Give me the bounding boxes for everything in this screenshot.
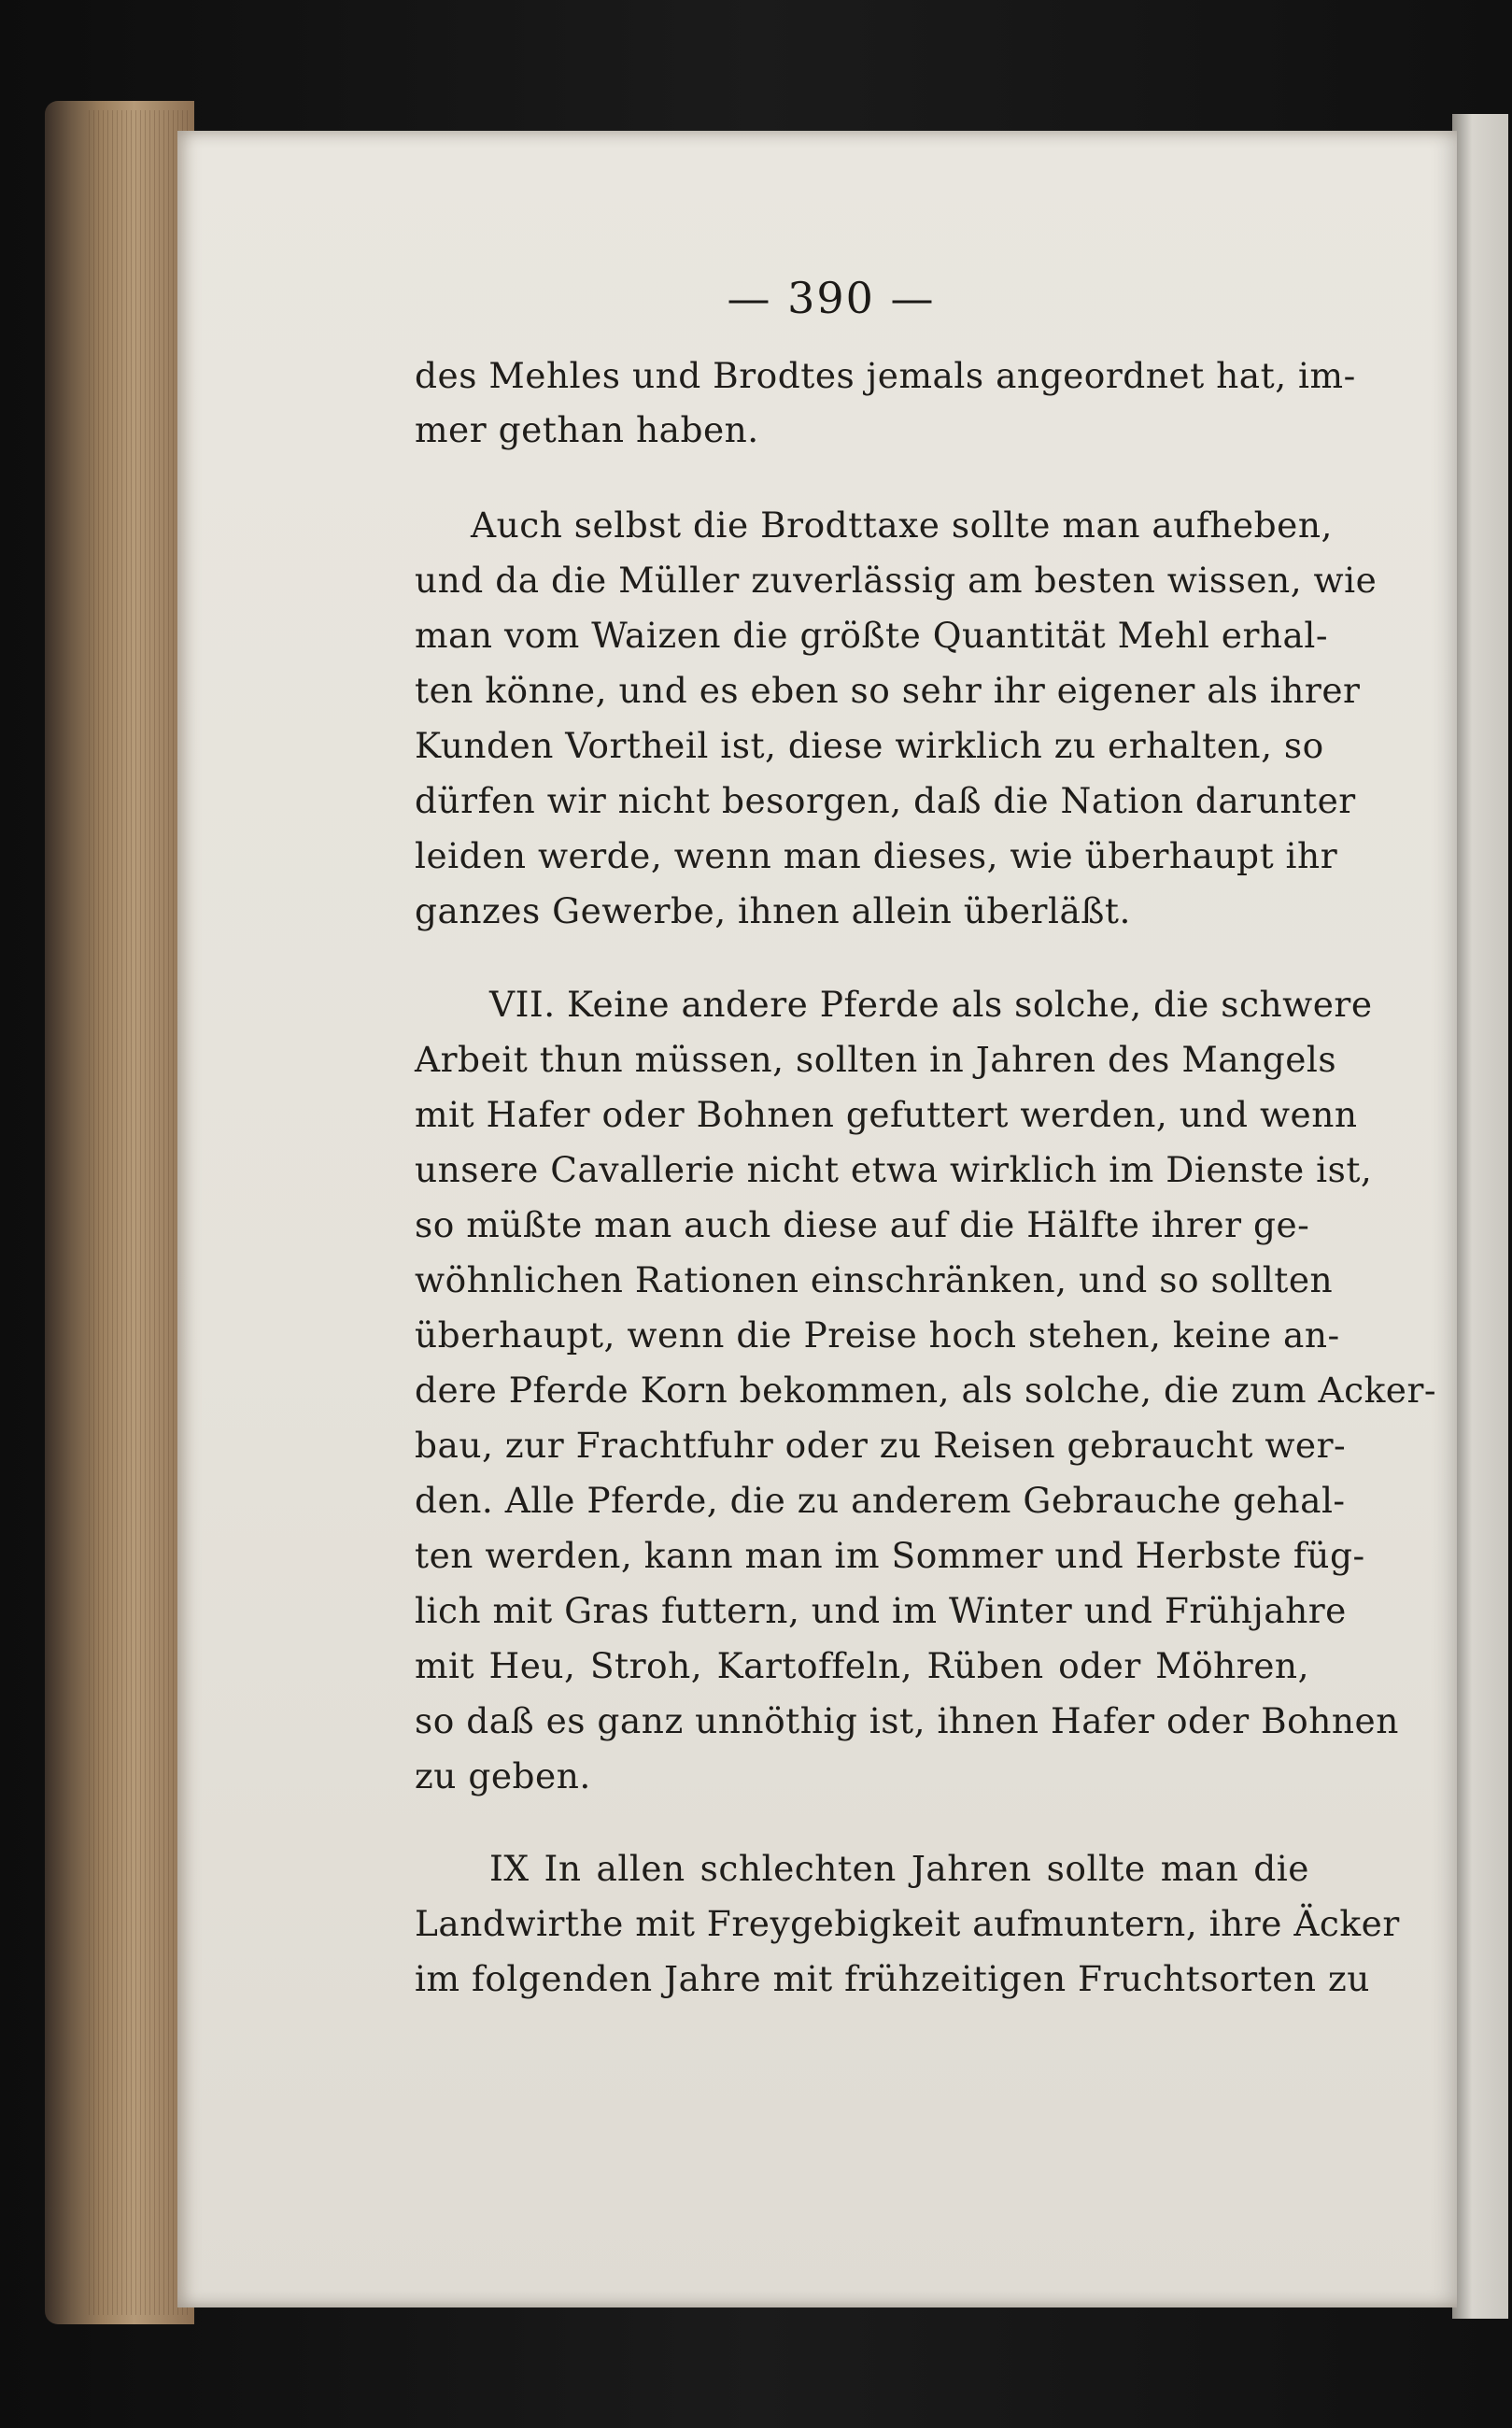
text-line: bau, zur Frachtfuhr oder zu Reisen gebraucht wer- xyxy=(415,1425,1347,1466)
page-text xyxy=(415,348,1437,2029)
text-line: man vom Waizen die größte Quantität Mehl erhal- xyxy=(415,615,1329,656)
text-line: mer gethan haben. xyxy=(415,409,759,450)
page-edge-texture xyxy=(89,110,191,2315)
text-line: unsere Cavallerie nicht etwa wirklich im Dienste ist, xyxy=(415,1149,1373,1190)
text-line: ten könne, und es eben so sehr ihr eigener als ihrer xyxy=(415,670,1361,711)
text-line: den. Alle Pferde, die zu anderem Gebrauche gehal- xyxy=(415,1480,1346,1521)
text-line: dere Pferde Korn bekommen, als solche, die zum Acker- xyxy=(415,1370,1437,1411)
text-line: zu geben. xyxy=(415,1755,591,1796)
text-line: so daß es ganz unnöthig ist, ihnen Hafer oder Bohnen xyxy=(415,1700,1399,1741)
paragraph-start-line: VII. Keine andere Pferde als solche, die schwere xyxy=(489,984,1373,1025)
facing-page-edge xyxy=(1452,114,1508,2319)
text-line: wöhnlichen Rationen einschränken, und so sollten xyxy=(415,1259,1334,1300)
text-line: so müßte man auch diese auf die Hälfte ihrer ge- xyxy=(415,1204,1310,1245)
paragraph-start-line: Auch selbst die Brodttaxe sollte man aufheben, xyxy=(471,504,1333,546)
text-line: im folgenden Jahre mit frühzeitigen Fruchtsorten zu xyxy=(415,1958,1370,1999)
text-line: und da die Müller zuverlässig am besten wissen, wie xyxy=(415,560,1378,601)
text-line: mit Hafer oder Bohnen gefuttert werden, und wenn xyxy=(415,1094,1358,1135)
paragraph-start-line: IX In allen schlechten Jahren sollte man die xyxy=(489,1848,1309,1889)
text-line: Landwirthe mit Freygebigkeit aufmuntern, ihre Äcker xyxy=(415,1903,1400,1944)
text-line: ganzes Gewerbe, ihnen allein überläßt. xyxy=(415,890,1131,931)
text-line: ten werden, kann man im Sommer und Herbste füg- xyxy=(415,1535,1365,1576)
text-line: Kunden Vortheil ist, diese wirklich zu erhalten, so xyxy=(415,725,1324,766)
text-line: überhaupt, wenn die Preise hoch stehen, keine an- xyxy=(415,1314,1340,1356)
text-line: Arbeit thun müssen, sollten in Jahren des Mangels xyxy=(415,1039,1337,1080)
text-line: leiden werde, wenn man dieses, wie überhaupt ihr xyxy=(415,835,1338,876)
page-number: — 390 — xyxy=(727,273,936,323)
text-line: dürfen wir nicht besorgen, daß die Nation darunter xyxy=(415,780,1356,821)
text-line: des Mehles und Brodtes jemals angeordnet hat, im- xyxy=(415,355,1356,396)
text-line: lich mit Gras futtern, und im Winter und Frühjahre xyxy=(415,1590,1347,1631)
text-line: mit Heu, Stroh, Kartoffeln, Rüben oder Möhren, xyxy=(415,1645,1309,1686)
